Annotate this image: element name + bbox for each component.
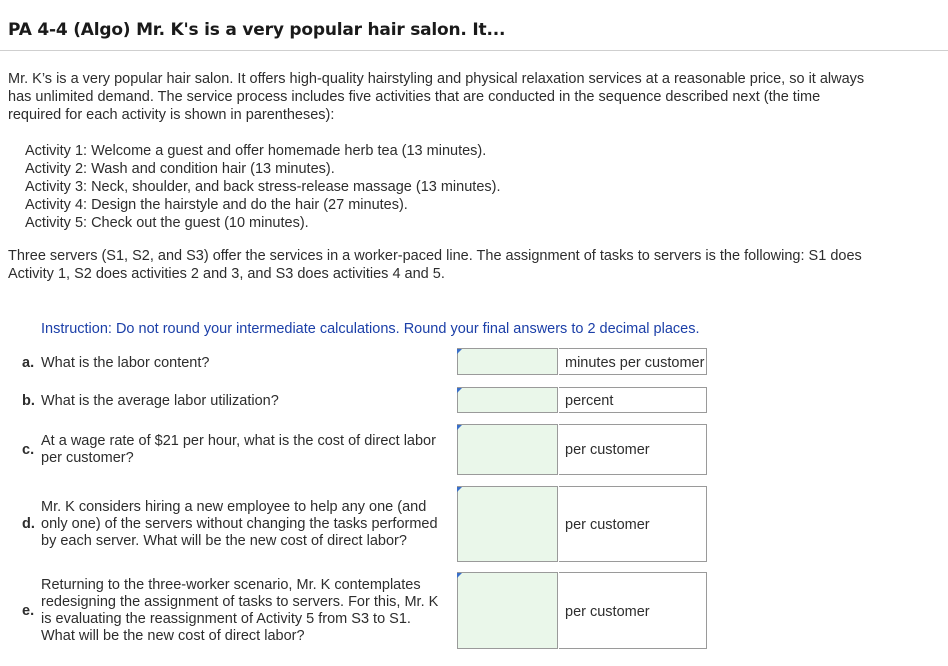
question-b-letter: b. [22, 393, 35, 409]
question-line: is evaluating the reassignment of Activity 5 from S3 to S1. [41, 611, 411, 627]
answer-c-input[interactable] [457, 424, 558, 475]
activity-item-2: Activity 2: Wash and condition hair (13 minutes). [25, 161, 335, 177]
answer-a-unit: minutes per customer [565, 355, 705, 371]
answer-b-input[interactable] [457, 387, 558, 413]
question-line: What is the average labor utilization? [41, 393, 279, 409]
question-line: by each server. What will be the new cost of direct labor? [41, 533, 407, 549]
question-d-text [41, 499, 453, 550]
question-line: per customer? [41, 450, 134, 466]
answer-e-input[interactable] [457, 572, 558, 649]
activity-item-1: Activity 1: Welcome a guest and offer homemade herb tea (13 minutes). [25, 143, 487, 159]
question-a-text [41, 355, 453, 372]
question-e-letter: e. [22, 603, 35, 619]
instruction-text: Instruction: Do not round your intermediate calculations. Round your final answers to 2 decimal places. [41, 321, 700, 337]
question-line: What is the labor content? [41, 355, 210, 371]
input-flag-icon [457, 349, 462, 354]
intro-line: required for each activity is shown in parentheses): [8, 107, 335, 123]
intro-line: Mr. K’s is a very popular hair salon. It offers high-quality hairstyling and physical relaxation services at a reasonable price, so it always [8, 71, 865, 87]
answer-d-input[interactable] [457, 486, 558, 562]
question-c-letter: c. [22, 442, 35, 458]
question-b-text [41, 393, 453, 410]
answer-d-unit: per customer [565, 517, 650, 533]
answer-e-unit: per customer [565, 604, 650, 620]
question-c-text [41, 433, 453, 467]
question-d-letter: d. [22, 516, 35, 532]
input-flag-icon [457, 573, 462, 578]
question-line: At a wage rate of $21 per hour, what is the cost of direct labor [41, 433, 436, 449]
intro-line: has unlimited demand. The service process includes five activities that are conducted in the sequence described next (the time [8, 89, 821, 105]
question-line: What will be the new cost of direct labor? [41, 628, 305, 644]
input-flag-icon [457, 425, 462, 430]
answer-a-input[interactable] [457, 348, 558, 375]
activity-item-3: Activity 3: Neck, shoulder, and back stress-release massage (13 minutes). [25, 179, 501, 195]
server-line: Three servers (S1, S2, and S3) offer the services in a worker-paced line. The assignment of tasks to servers is the following: S1 does [8, 248, 862, 264]
question-line: only one) of the servers without changing the tasks performed [41, 516, 438, 532]
server-line: Activity 1, S2 does activities 2 and 3, and S3 does activities 4 and 5. [8, 266, 445, 282]
question-a-letter: a. [22, 355, 35, 371]
answer-c-unit: per customer [565, 442, 650, 458]
server-assignment [8, 247, 938, 283]
input-flag-icon [457, 388, 462, 393]
title-divider [0, 50, 948, 51]
answer-b-unit: percent [565, 393, 614, 409]
page-title: PA 4-4 (Algo) Mr. K's is a very popular hair salon. It... [8, 20, 506, 40]
question-line: redesigning the assignment of tasks to servers. For this, Mr. K [41, 594, 439, 610]
activity-item-5: Activity 5: Check out the guest (10 minutes). [25, 215, 309, 231]
question-line: Mr. K considers hiring a new employee to help any one (and [41, 499, 427, 515]
activity-item-4: Activity 4: Design the hairstyle and do the hair (27 minutes). [25, 197, 408, 213]
question-e-text [41, 577, 453, 645]
question-line: Returning to the three-worker scenario, Mr. K contemplates [41, 577, 421, 593]
input-flag-icon [457, 487, 462, 492]
activity-list [25, 142, 500, 232]
problem-intro [8, 70, 938, 124]
